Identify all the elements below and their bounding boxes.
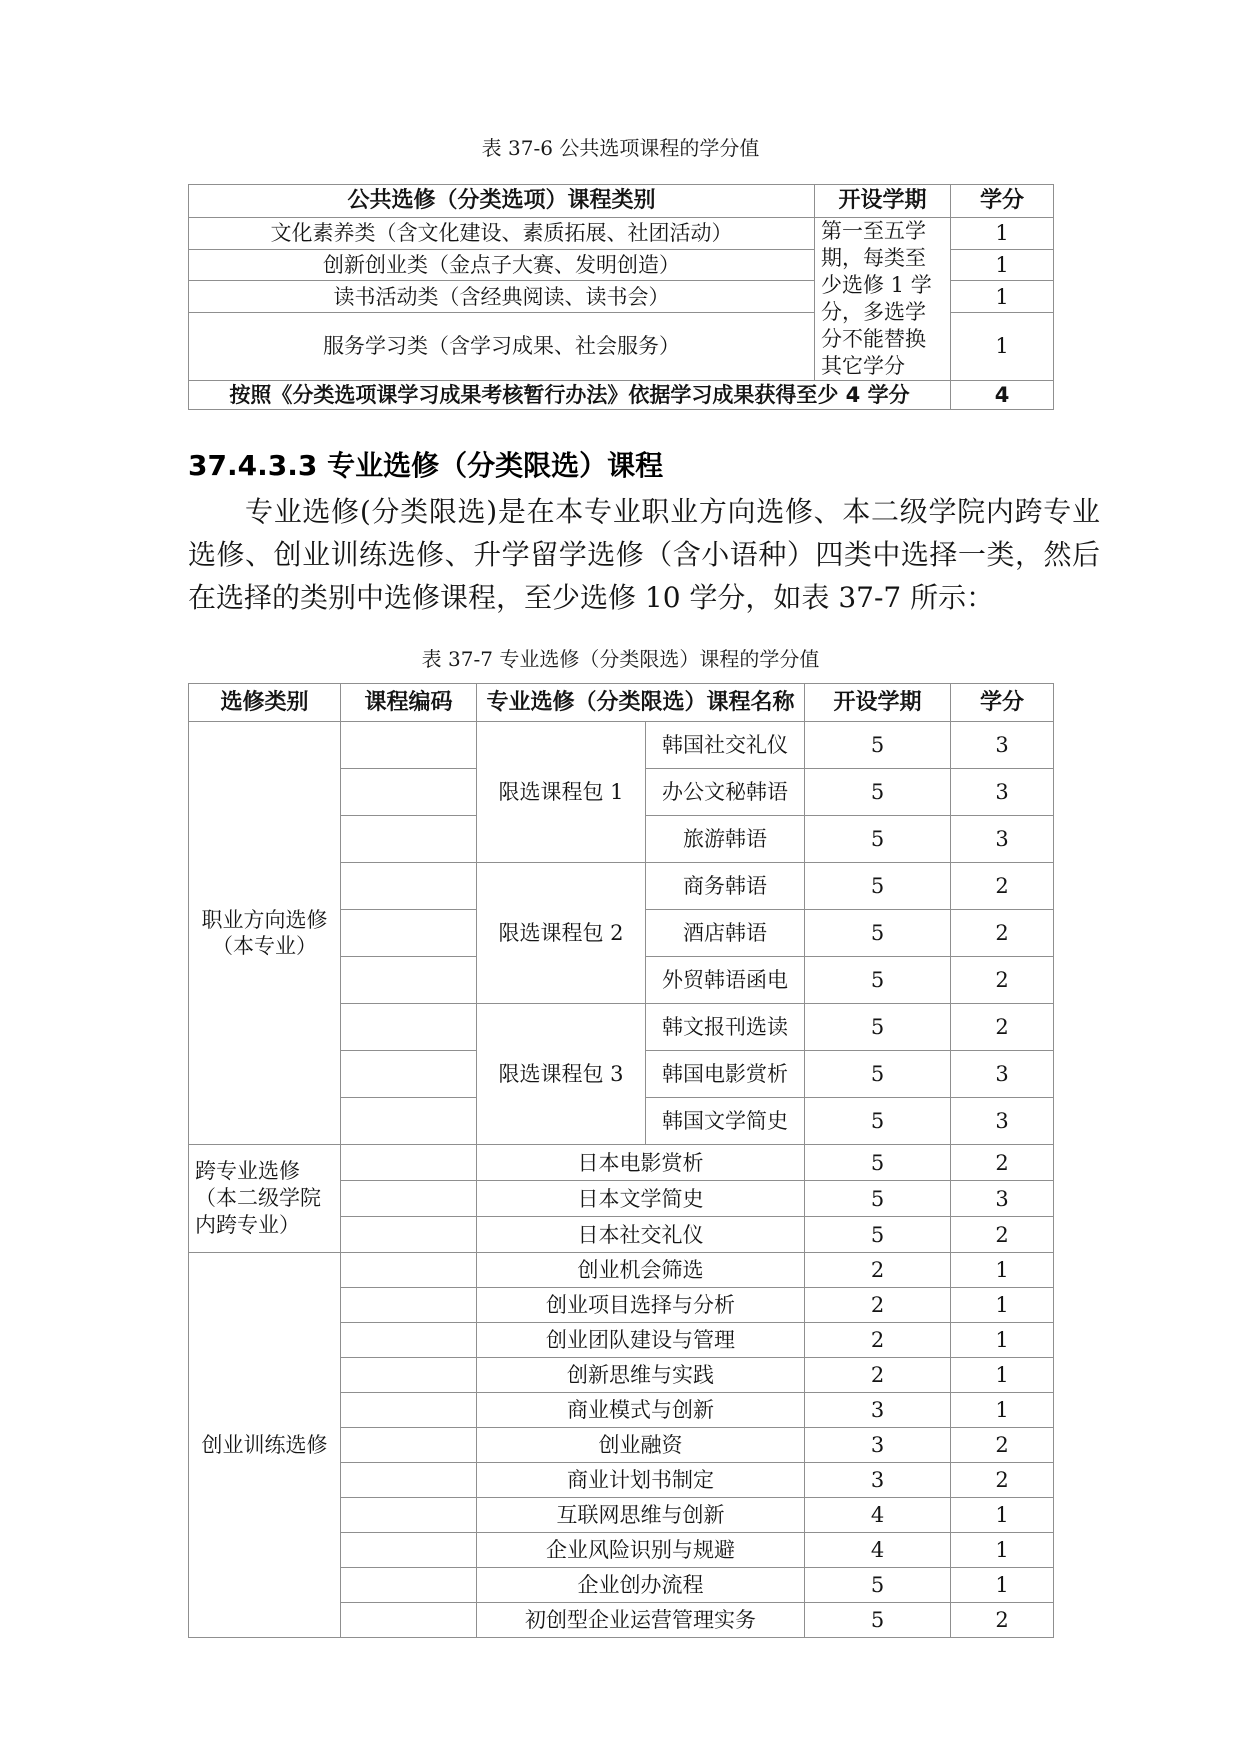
course-name-cell: 办公文秘韩语 (646, 769, 805, 816)
credit-cell: 2 (951, 1463, 1054, 1498)
credit-cell: 2 (951, 957, 1054, 1004)
course-name-cell: 外贸韩语函电 (646, 957, 805, 1004)
course-name-cell: 日本电影赏析 (477, 1145, 805, 1181)
column-header-name: 专业选修（分类限选）课程名称 (477, 684, 805, 722)
semester-cell: 5 (805, 722, 951, 769)
course-code-cell (341, 1393, 477, 1428)
footer-note-cell: 按照《分类选项课学习成果考核暂行办法》依据学习成果获得至少 4 学分 (189, 381, 951, 410)
semester-cell: 5 (805, 1603, 951, 1638)
semester-cell: 5 (805, 1098, 951, 1145)
course-code-cell (341, 910, 477, 957)
course-code-cell (341, 1181, 477, 1217)
course-code-cell (341, 863, 477, 910)
course-name-cell: 韩国电影赏析 (646, 1051, 805, 1098)
semester-cell: 5 (805, 1145, 951, 1181)
course-code-cell (341, 816, 477, 863)
semester-cell: 2 (805, 1288, 951, 1323)
credit-cell: 2 (951, 1428, 1054, 1463)
credit-cell: 1 (951, 1498, 1054, 1533)
course-code-cell (341, 1358, 477, 1393)
credit-cell: 2 (951, 910, 1054, 957)
semester-cell: 3 (805, 1393, 951, 1428)
course-code-cell (341, 957, 477, 1004)
course-name-cell: 创新思维与实践 (477, 1358, 805, 1393)
footer-credit-cell: 4 (951, 381, 1054, 410)
column-header-category: 公共选修（分类选项）课程类别 (189, 185, 815, 218)
credit-cell: 2 (951, 1217, 1054, 1253)
credit-cell: 3 (951, 769, 1054, 816)
semester-cell: 2 (805, 1358, 951, 1393)
course-name-cell: 商业计划书制定 (477, 1463, 805, 1498)
column-header-semester: 开设学期 (805, 684, 951, 722)
table-row (189, 684, 1054, 722)
course-name-cell: 创业团队建设与管理 (477, 1323, 805, 1358)
course-code-cell (341, 1253, 477, 1288)
credit-cell: 1 (951, 1288, 1054, 1323)
column-header-semester: 开设学期 (815, 185, 951, 218)
semester-cell: 2 (805, 1253, 951, 1288)
credit-cell: 1 (951, 1358, 1054, 1393)
package-cell: 限选课程包 3 (477, 1004, 646, 1145)
table-row (189, 1253, 1054, 1288)
credit-cell: 1 (951, 1393, 1054, 1428)
credit-cell: 2 (951, 1004, 1054, 1051)
course-code-cell (341, 1288, 477, 1323)
semester-cell: 2 (805, 1323, 951, 1358)
category-cell: 创业训练选修 (189, 1253, 341, 1638)
category-cell: 职业方向选修（本专业） (189, 722, 341, 1145)
credit-cell: 1 (951, 218, 1054, 250)
credit-cell: 3 (951, 1181, 1054, 1217)
course-name-cell: 初创型企业运营管理实务 (477, 1603, 805, 1638)
package-cell: 限选课程包 2 (477, 863, 646, 1004)
category-cell: 文化素养类（含文化建设、素质拓展、社团活动） (189, 218, 815, 250)
credit-cell: 2 (951, 863, 1054, 910)
course-name-cell: 酒店韩语 (646, 910, 805, 957)
credit-cell: 3 (951, 1098, 1054, 1145)
semester-cell: 5 (805, 910, 951, 957)
category-cell: 跨专业选修（本二级学院内跨专业） (189, 1145, 341, 1253)
course-code-cell (341, 1568, 477, 1603)
course-name-cell: 韩国文学简史 (646, 1098, 805, 1145)
credit-cell: 1 (951, 1533, 1054, 1568)
semester-note-cell: 第一至五学期，每类至少选修 1 学分，多选学分不能替换其它学分 (815, 218, 951, 381)
course-code-cell (341, 1051, 477, 1098)
course-code-cell (341, 1428, 477, 1463)
credit-cell: 2 (951, 1603, 1054, 1638)
course-code-cell (341, 769, 477, 816)
course-code-cell (341, 1323, 477, 1358)
table-37-6 (188, 184, 1054, 410)
credit-cell: 3 (951, 1051, 1054, 1098)
table-37-7 (188, 683, 1054, 1638)
column-header-type: 选修类别 (189, 684, 341, 722)
column-header-credit: 学分 (951, 684, 1054, 722)
body-paragraph: 专业选修(分类限选)是在本专业职业方向选修、本二级学院内跨专业选修、创业训练选修、升学留学选修（含小语种）四类中选择一类，然后在选择的类别中选修课程，至少选修 10 学分，如表 37-7 所示： (188, 495, 1100, 614)
semester-cell: 5 (805, 1568, 951, 1603)
credit-cell: 2 (951, 1145, 1054, 1181)
course-code-cell (341, 1463, 477, 1498)
category-cell: 创新创业类（金点子大赛、发明创造） (189, 249, 815, 281)
course-code-cell (341, 1145, 477, 1181)
course-code-cell (341, 1098, 477, 1145)
course-name-cell: 创业融资 (477, 1428, 805, 1463)
credit-cell: 3 (951, 722, 1054, 769)
credit-cell: 1 (951, 281, 1054, 313)
semester-cell: 5 (805, 1181, 951, 1217)
course-name-cell: 韩文报刊选读 (646, 1004, 805, 1051)
credit-cell: 1 (951, 249, 1054, 281)
credit-cell: 1 (951, 1323, 1054, 1358)
course-code-cell (341, 1217, 477, 1253)
semester-cell: 4 (805, 1498, 951, 1533)
semester-cell: 5 (805, 1004, 951, 1051)
semester-cell: 5 (805, 1051, 951, 1098)
semester-cell: 3 (805, 1463, 951, 1498)
course-code-cell (341, 722, 477, 769)
credit-cell: 1 (951, 1568, 1054, 1603)
section-heading: 37.4.3.3 专业选修（分类限选）课程 (188, 449, 664, 482)
course-name-cell: 互联网思维与创新 (477, 1498, 805, 1533)
course-name-cell: 商业模式与创新 (477, 1393, 805, 1428)
table-row (189, 185, 1054, 218)
package-cell: 限选课程包 1 (477, 722, 646, 863)
credit-cell: 1 (951, 1253, 1054, 1288)
table2-caption: 表 37-7 专业选修（分类限选）课程的学分值 (421, 647, 820, 671)
table-row (189, 722, 1054, 769)
course-name-cell: 企业风险识别与规避 (477, 1533, 805, 1568)
table-row (189, 218, 1054, 250)
course-name-cell: 旅游韩语 (646, 816, 805, 863)
semester-cell: 3 (805, 1428, 951, 1463)
semester-cell: 4 (805, 1533, 951, 1568)
course-name-cell: 日本社交礼仪 (477, 1217, 805, 1253)
course-code-cell (341, 1498, 477, 1533)
semester-cell: 5 (805, 1217, 951, 1253)
course-name-cell: 商务韩语 (646, 863, 805, 910)
table-row (189, 1145, 1054, 1181)
category-cell: 服务学习类（含学习成果、社会服务） (189, 312, 815, 380)
course-code-cell (341, 1533, 477, 1568)
semester-cell: 5 (805, 957, 951, 1004)
table1-caption: 表 37-6 公共选项课程的学分值 (481, 136, 760, 160)
semester-cell: 5 (805, 816, 951, 863)
course-code-cell (341, 1603, 477, 1638)
column-header-code: 课程编码 (341, 684, 477, 722)
course-code-cell (341, 1004, 477, 1051)
semester-cell: 5 (805, 769, 951, 816)
credit-cell: 3 (951, 816, 1054, 863)
column-header-credit: 学分 (951, 185, 1054, 218)
course-name-cell: 创业机会筛选 (477, 1253, 805, 1288)
semester-cell: 5 (805, 863, 951, 910)
course-name-cell: 创业项目选择与分析 (477, 1288, 805, 1323)
course-name-cell: 日本文学简史 (477, 1181, 805, 1217)
credit-cell: 1 (951, 312, 1054, 380)
category-cell: 读书活动类（含经典阅读、读书会） (189, 281, 815, 313)
course-name-cell: 韩国社交礼仪 (646, 722, 805, 769)
table-footer-row (189, 381, 1054, 410)
course-name-cell: 企业创办流程 (477, 1568, 805, 1603)
